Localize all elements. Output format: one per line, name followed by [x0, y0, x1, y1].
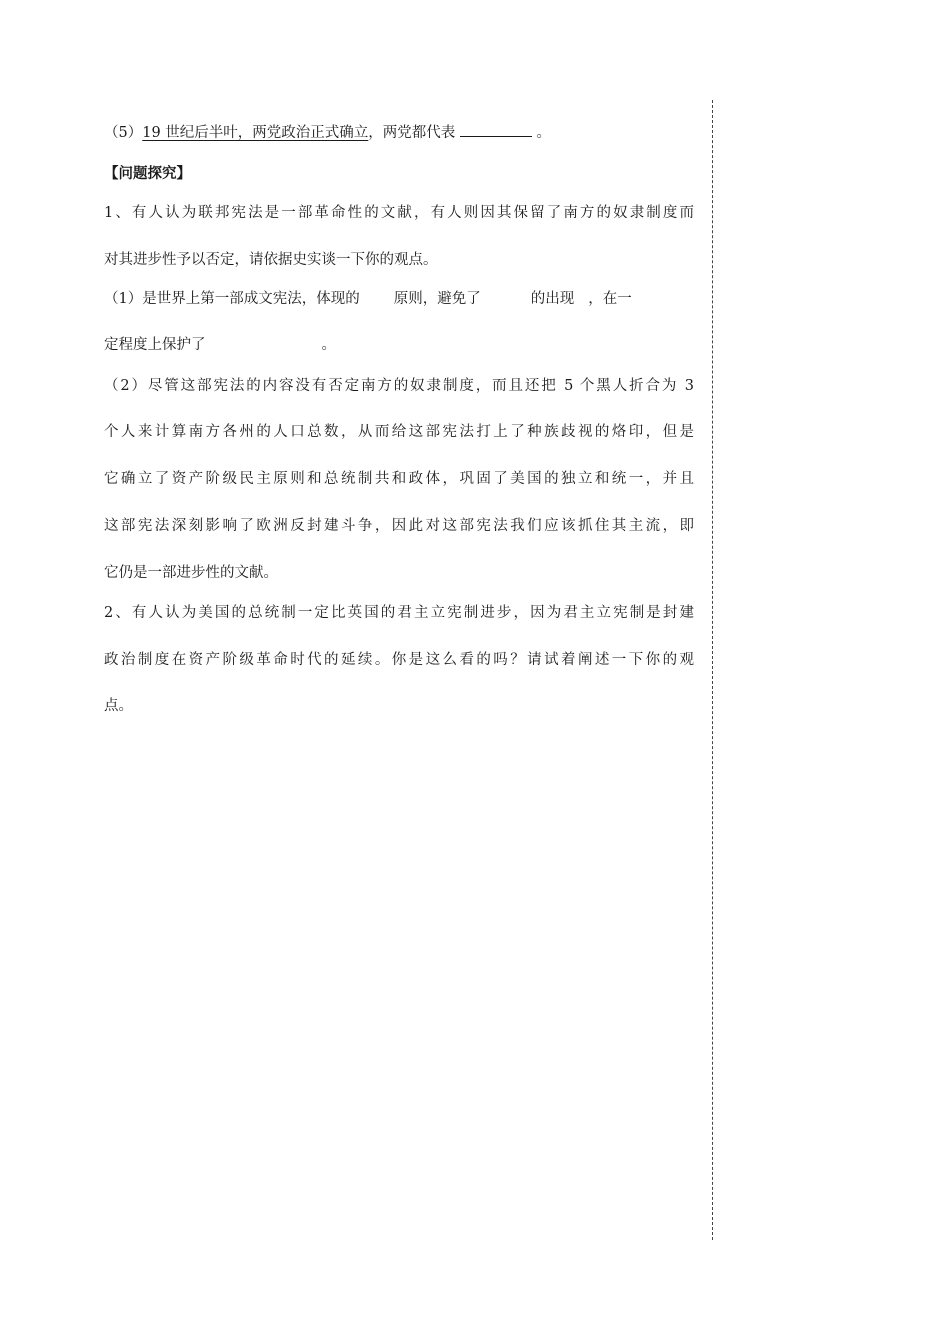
q1-line-2: 对其进步性予以否定，请依据史实谈一下你的观点。 [104, 252, 438, 268]
q2-line-2: 政治制度在资产阶级革命时代的延续。你是这么看的吗？请试着阐述一下你的观 [104, 652, 694, 668]
q1-sub1-line2-b: 。 [321, 337, 336, 353]
binding-cut-line [712, 100, 713, 1240]
q1-sub2-line-4: 这部宪法深刻影响了欧洲反封建斗争，因此对这部宪法我们应该抓住其主流，即 [104, 518, 694, 534]
q1-sub1-part-b: 原则，避免了 [393, 291, 481, 307]
q1-line-1: 1、有人认为联邦宪法是一部革命性的文献，有人则因其保留了南方的奴隶制度而 [104, 205, 694, 221]
q5-suffix: 。 [536, 125, 552, 141]
q1-sub1-part-c: 的出现 [530, 291, 575, 307]
q1-sub1-line-1 [104, 289, 694, 309]
q2-line-3: 点。 [104, 698, 133, 714]
q1-sub1-part-d: ，在一 [588, 291, 632, 307]
q1-sub1-line2-a: 定程度上保护了 [104, 337, 206, 353]
q5-middle: ，两党都代表 [368, 125, 456, 141]
q1-sub1-part-a: （1）是世界上第一部成文宪法，体现的 [104, 291, 360, 307]
q1-sub2-line-2: 个人来计算南方各州的人口总数，从而给这部宪法打上了种族歧视的烙印，但是 [104, 424, 694, 440]
question-5 [104, 122, 694, 143]
q2-line-1: 2、有人认为美国的总统制一定比英国的君主立宪制进步，因为君主立宪制是封建 [104, 605, 694, 621]
q1-sub1-line-2 [104, 335, 694, 355]
section-heading: 【问题探究】 [104, 166, 191, 182]
q5-underlined-text: 19 世纪后半叶，两党政治正式确立 [142, 125, 369, 141]
q1-sub2-line-1: （2）尽管这部宪法的内容没有否定南方的奴隶制度，而且还把 5 个黑人折合为 3 [104, 378, 694, 394]
q5-prefix: （5） [104, 125, 143, 141]
q5-answer-blank[interactable] [460, 122, 532, 137]
q1-sub2-line-3: 它确立了资产阶级民主原则和总统制共和政体，巩固了美国的独立和统一，并且 [104, 471, 694, 487]
q1-sub2-line-5: 它仍是一部进步性的文献。 [104, 565, 278, 581]
